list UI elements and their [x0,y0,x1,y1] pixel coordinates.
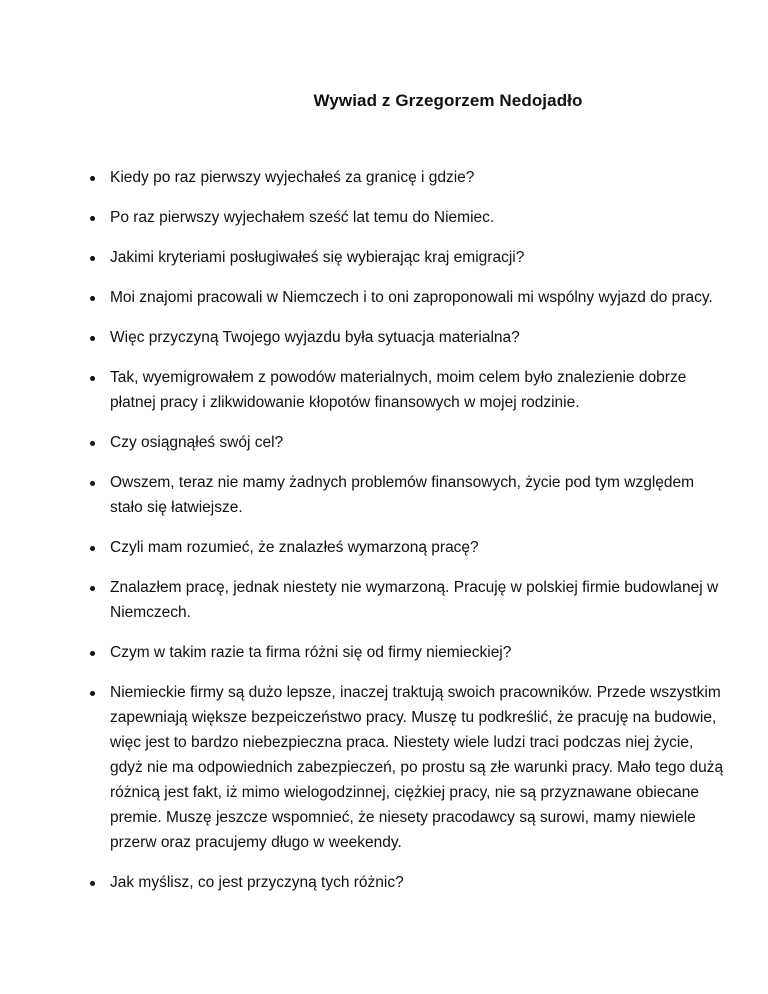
list-item [90,325,730,350]
bullet-icon [90,296,95,301]
list-item-text: Znalazłem pracę, jednak niestety nie wymarzoną. Pracuję w polskiej firmie budowlanej w Niemczech. [110,579,719,621]
bullet-icon [90,176,95,181]
list-item [90,870,730,895]
bullet-icon [90,216,95,221]
bullet-icon [90,546,95,551]
list-item-text: Niemieckie firmy są dużo lepsze, inaczej traktują swoich pracowników. Przede wszystkim zapewniają większe bezpeiczeństwo pracy. Muszę tu podkreślić, że pracuję na budowie, więc jest to bardzo niebezpieczna praca. Niestety wiele ludzi traci podczas niej życie, gdyż nie ma odpowiednich zabezpieczeń, po prostu są złe warunki pracy. Mało tego dużą różnicą jest fakt, iż mimo wielogodzinnej, ciężkiej pracy, nie są przyznawane obiecane premie. Muszę jeszcze wspomnieć, że niesety pracodawcy są surowi, mamy niewiele przerw oraz pracujemy długo w weekendy. [110,684,724,851]
bullet-icon [90,586,95,591]
list-item [90,205,730,230]
document-title: Wywiad z Grzegorzem Nedojadło [313,91,583,110]
bullet-icon [90,256,95,261]
list-item-text: Tak, wyemigrowałem z powodów materialnych, moim celem było znalezienie dobrze płatnej pracy i zlikwidowanie kłopotów finansowych w mojej rodzinie. [110,369,687,411]
interview-list [90,165,730,910]
list-item [90,680,730,855]
list-item-text: Jak myślisz, co jest przyczyną tych różnic? [110,874,404,891]
list-item [90,535,730,560]
list-item-text: Owszem, teraz nie mamy żadnych problemów finansowych, życie pod tym względem stało się łatwiejsze. [110,474,695,516]
list-item [90,430,730,455]
list-item [90,245,730,270]
list-item-text: Czy osiągnąłeś swój cel? [110,434,284,451]
list-item-text: Moi znajomi pracowali w Niemczech i to oni zaproponowali mi wspólny wyjazd do pracy. [110,289,713,306]
list-item [90,470,730,520]
list-item-text: Jakimi kryteriami posługiwałeś się wybierając kraj emigracji? [110,249,525,266]
bullet-icon [90,336,95,341]
bullet-icon [90,441,95,446]
list-item [90,165,730,190]
list-item-text: Czyli mam rozumieć, że znalazłeś wymarzoną pracę? [110,539,479,556]
list-item-text: Kiedy po raz pierwszy wyjechałeś za granicę i gdzie? [110,169,475,186]
bullet-icon [90,881,95,886]
list-item [90,640,730,665]
bullet-icon [90,691,95,696]
list-item [90,365,730,415]
list-item [90,285,730,310]
list-item-text: Czym w takim razie ta firma różni się od firmy niemieckiej? [110,644,512,661]
list-item-text: Więc przyczyną Twojego wyjazdu była sytuacja materialna? [110,329,520,346]
bullet-icon [90,481,95,486]
list-item-text: Po raz pierwszy wyjechałem sześć lat temu do Niemiec. [110,209,495,226]
list-item [90,575,730,625]
bullet-icon [90,376,95,381]
bullet-icon [90,651,95,656]
